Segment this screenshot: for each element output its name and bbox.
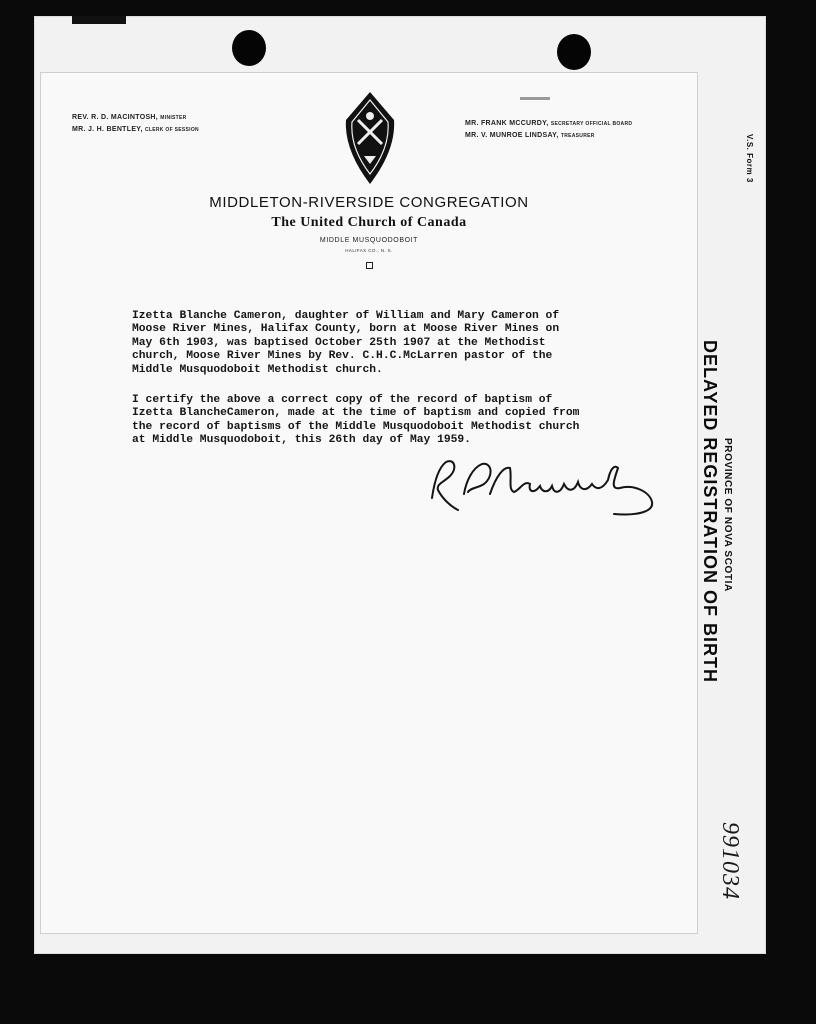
signature-image — [424, 454, 660, 518]
united-church-crest-icon — [342, 90, 398, 186]
secretary-role: SECRETARY OFFICIAL BOARD — [550, 121, 633, 127]
form-title: DELAYED REGISTRATION OF BIRTH — [700, 340, 720, 684]
certification-paragraph: I certify the above a correct copy of the record of baptism of Izetta BlancheCameron, made at the time of baptism and copied from the record of baptisms of the Middle Musquodoboit Methodist church at Middle Musquodoboit, this 26th day of May 1959. — [132, 394, 580, 447]
punch-hole-left — [232, 30, 266, 66]
province-label: PROVINCE OF NOVA SCOTIA — [722, 438, 733, 592]
baptism-certificate-letter — [40, 72, 698, 934]
county-name: HALIFAX CO., N. S. — [345, 248, 393, 253]
minister-name: REV. R. D. MACINTOSH, — [72, 114, 159, 121]
clerk-name: MR. J. H. BENTLEY, — [72, 126, 143, 133]
paper-clip — [520, 97, 550, 100]
congregation-name: MIDDLETON-RIVERSIDE CONGREGATION — [209, 194, 529, 211]
secretary-name: MR. FRANK MCCURDY, — [465, 120, 549, 127]
baptism-record-paragraph: Izetta Blanche Cameron, daughter of William and Mary Cameron of Moose River Mines, Halifax County, born at Moose River Mines on May 6th 1903, was baptised October 25th 1907 at the Methodist church, Moose River Mines by Rev. C.H.C.McLarren pastor of the Middle Musquodoboit Methodist church. — [132, 310, 560, 376]
place-name: MIDDLE MUSQUODOBOIT — [319, 237, 419, 244]
small-box-mark — [366, 262, 373, 269]
letterhead-right — [465, 118, 632, 142]
church-name: The United Church of Canada — [271, 215, 467, 230]
treasurer-name: MR. V. MUNROE LINDSAY, — [465, 132, 559, 139]
form-number: V.S. Form 3 — [745, 134, 754, 183]
treasurer-role: TREASURER — [560, 133, 595, 139]
minister-role: MINISTER — [160, 115, 187, 121]
paper-tab — [72, 16, 126, 24]
letterhead-left — [72, 112, 199, 136]
clerk-role: CLERK OF SESSION — [145, 127, 199, 133]
punch-hole-right — [557, 34, 591, 70]
registration-number: 991034 — [717, 822, 743, 900]
